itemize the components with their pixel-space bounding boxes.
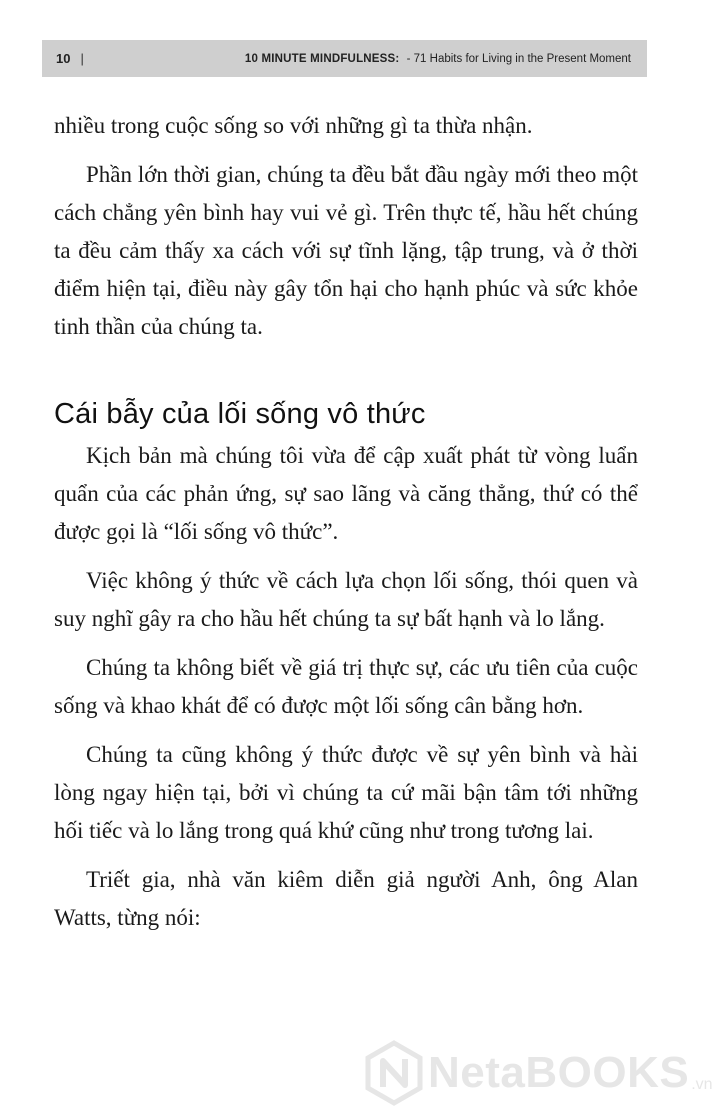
paragraph: Chúng ta không biết về giá trị thực sự, các ưu tiên của cuộc sống và khao khát để có được một lối sống cân bằng hơn.: [54, 655, 638, 718]
running-header: [42, 40, 647, 77]
netabooks-logo-icon: [366, 1041, 422, 1105]
paragraph: Chúng ta cũng không ý thức được về sự yên bình và hài lòng ngay hiện tại, bởi vì chúng ta cứ mãi bận tâm tới những hối tiếc và lo lắng trong quá khứ cũng như trong tương lai.: [54, 742, 638, 843]
header-divider: |: [80, 51, 84, 66]
section-heading: Cái bẫy của lối sống vô thức: [54, 398, 426, 430]
book-subtitle: - 71 Habits for Living in the Present Moment: [406, 52, 631, 65]
page-body: [54, 107, 638, 937]
watermark-ext: .vn: [691, 1076, 713, 1093]
book-title: 10 MINUTE MINDFULNESS:: [244, 52, 400, 65]
running-title: [245, 53, 631, 65]
paragraph: Kịch bản mà chúng tôi vừa để cập xuất phát từ vòng luẩn quẩn của các phản ứng, sự sao lãng và căng thẳng, thứ có thể được gọi là “lối sống vô thức”.: [54, 443, 638, 544]
page-number: 10: [56, 51, 71, 66]
paragraph-continued: nhiều trong cuộc sống so với những gì ta thừa nhận.: [54, 113, 533, 138]
watermark-text: NetaBOOKS: [428, 1048, 690, 1097]
watermark: [366, 1038, 713, 1108]
paragraph: Việc không ý thức về cách lựa chọn lối sống, thói quen và suy nghĩ gây ra cho hầu hết chúng ta sự bất hạnh và lo lắng.: [54, 568, 638, 631]
paragraph: Triết gia, nhà văn kiêm diễn giả người Anh, ông Alan Watts, từng nói:: [54, 867, 638, 930]
paragraph: Phần lớn thời gian, chúng ta đều bắt đầu ngày mới theo một cách chẳng yên bình hay vui vẻ gì. Trên thực tế, hầu hết chúng ta đều cảm thấy xa cách với sự tĩnh lặng, tập trung, và ở thời điểm hiện tại, điều này gây tổn hại cho hạnh phúc và sức khỏe tinh thần của chúng ta.: [54, 162, 638, 339]
